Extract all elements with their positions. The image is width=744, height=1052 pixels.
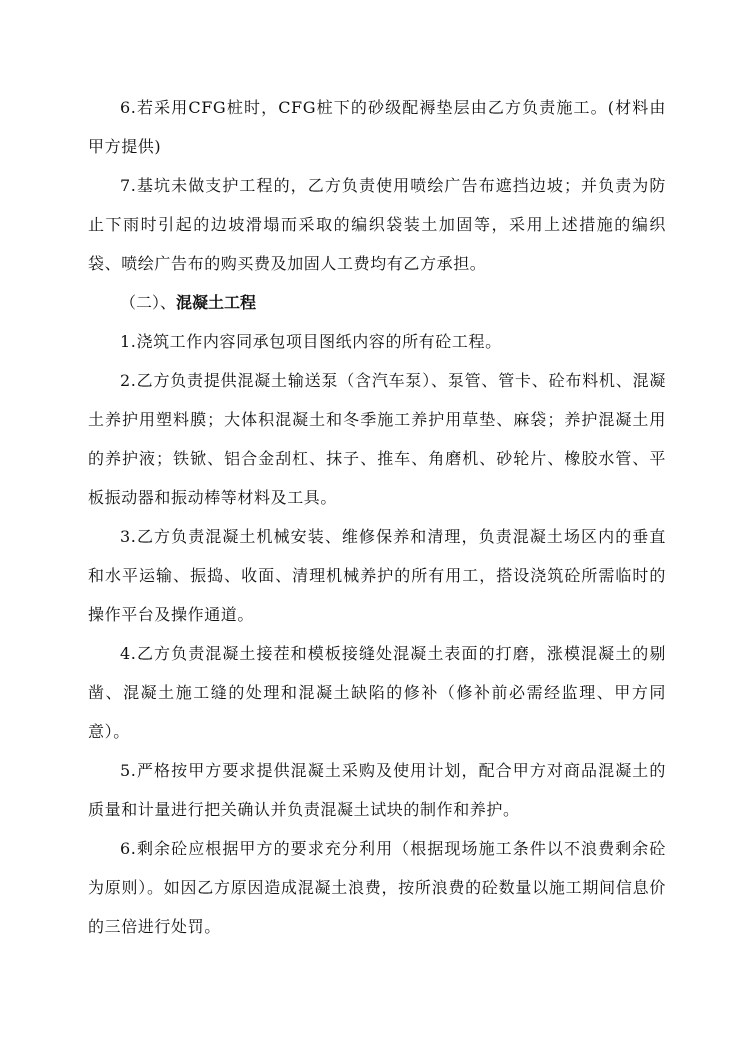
paragraph-pouring-scope: 1.浇筑工作内容同承包项目图纸内容的所有砼工程。 [120, 332, 502, 351]
paragraph-machinery-labor: 3.乙方负责混凝土机械安装、维修保养和清理，负责混凝土场区内的垂直和水平运输、振捣、收面、清理机械养护的所有用工，搭设浇筑砼所需临时的操作平台及操作通道。 [88, 527, 666, 624]
section-heading [120, 283, 256, 322]
section-label: （二）、 [120, 293, 177, 312]
paragraph-cfg-cushion: 6.若采用CFG桩时，CFG桩下的砂级配褥垫层由乙方负责施工。(材料由甲方提供) [88, 98, 666, 156]
paragraph-equipment-materials: 2.乙方负责提供混凝土输送泵（含汽车泵）、泵管、管卡、砼布料机、混凝土养护用塑料膜；大体积混凝土和冬季施工养护用草垫、麻袋；养护混凝土用的养护液；铁锨、铝合金刮杠、抹子、推车、角磨机、砂轮片、橡胶水管、平板振动器和振动棒等材料及工具。 [88, 371, 666, 507]
paragraph-surplus-concrete: 6.剩余砼应根据甲方的要求充分利用（根据现场施工条件以不浪费剩余砼为原则）。如因乙方原因造成混凝土浪费，按所浪费的砼数量以施工期间信息价的三倍进行处罚。 [88, 839, 666, 936]
paragraph-surface-repair: 4.乙方负责混凝土接茬和模板接缝处混凝土表面的打磨，涨模混凝土的剔凿、混凝土施工缝的处理和混凝土缺陷的修补（修补前必需经监理、甲方同意）。 [88, 644, 666, 741]
paragraph-slope-protection: 7.基坑未做支护工程的，乙方负责使用喷绘广告布遮挡边坡；并负责为防止下雨时引起的边坡滑塌而采取的编织袋装土加固等，采用上述措施的编织袋、喷绘广告布的购买费及加固人工费均有乙方承担。 [88, 176, 666, 273]
paragraph-procurement-plan: 5.严格按甲方要求提供混凝土采购及使用计划，配合甲方对商品混凝土的质量和计量进行把关确认并负责混凝土试块的制作和养护。 [88, 761, 666, 819]
section-title: 混凝土工程 [176, 293, 257, 312]
